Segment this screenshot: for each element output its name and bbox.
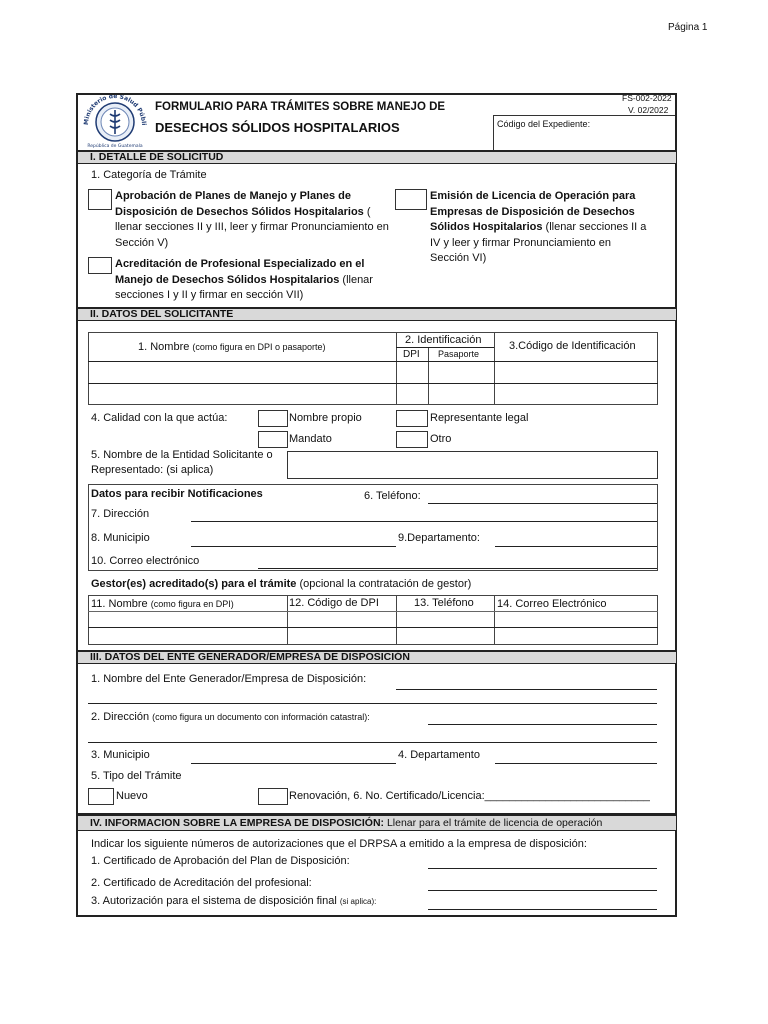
logo-ring-text: Ministerio de Salud Públi — [82, 95, 148, 126]
correo-line[interactable] — [258, 568, 657, 569]
direccion-label: 7. Dirección — [91, 508, 150, 520]
expediente-box[interactable] — [493, 115, 675, 150]
form-version: V. 02/2022 — [628, 105, 669, 115]
gcol-telefono: 13. Teléfono — [414, 597, 474, 609]
mandato-checkbox[interactable] — [258, 431, 288, 448]
gestor-title: Gestor(es) acreditado(s) para el trámite (opcional la contratación de gestor) — [91, 578, 472, 590]
entidad-label-1: 5. Nombre de la Entidad Solicitante o — [91, 449, 273, 461]
otro-label: Otro — [430, 433, 452, 445]
auth-item-3-line[interactable] — [428, 909, 657, 910]
correo-label: 10. Correo electrónico — [91, 555, 200, 567]
gcol-dpi: 12. Código de DPI — [289, 597, 379, 609]
expediente-label: Código del Expediente: — [497, 119, 591, 129]
nombre-propio-checkbox[interactable] — [258, 410, 288, 427]
section4-intro: Indicar los siguiente números de autorizaciones que el DRPSA a emitido a la empresa de disposición: — [91, 838, 587, 850]
col-pasaporte: Pasaporte — [438, 349, 480, 359]
ente-direccion-line[interactable] — [428, 724, 657, 725]
col-identificacion: 2. Identificación — [405, 334, 482, 346]
ente-municipio-line[interactable] — [191, 763, 396, 764]
notificaciones-title: Datos para recibir Notificaciones — [91, 488, 263, 500]
telefono-label: 6. Teléfono: — [364, 490, 421, 502]
municipio-label: 8. Municipio — [91, 532, 150, 544]
auth-item-3: 3. Autorización para el sistema de disposición final (si aplica): — [91, 895, 377, 907]
section2-header: II. DATOS DEL SOLICITANTE — [78, 307, 676, 321]
emision-checkbox[interactable] — [395, 189, 427, 210]
logo — [80, 95, 150, 149]
departamento-line[interactable] — [495, 546, 657, 547]
renovacion-checkbox[interactable] — [258, 788, 288, 805]
ente-direccion-label: 2. Dirección (como figura un documento con información catastral): — [91, 711, 370, 723]
logo-bottom-text: República de Guatemala — [87, 144, 143, 149]
gcol-nombre: 11. Nombre (como figura en DPI) — [91, 598, 234, 610]
solicitante-nombre-cell-1[interactable] — [89, 362, 395, 382]
ente-nombre-line-2[interactable] — [88, 703, 657, 704]
ente-departamento-label: 4. Departamento — [398, 749, 480, 761]
telefono-line[interactable] — [428, 503, 657, 504]
auth-item-1-line[interactable] — [428, 868, 657, 869]
ente-direccion-line-2[interactable] — [88, 742, 657, 743]
nuevo-checkbox[interactable] — [88, 788, 114, 805]
ente-nombre-label: 1. Nombre del Ente Generador/Empresa de Disposición: — [91, 673, 367, 685]
renovacion-label: Renovación, 6. No. Certificado/Licencia:___________________________ — [289, 790, 650, 802]
acreditacion-checkbox[interactable] — [88, 257, 112, 274]
representante-label: Representante legal — [430, 412, 529, 424]
opt-emision-text: Emisión de Licencia de Operación para Empresas de Disposición de Desechos Sólidos Hospitalarios (llenar secciones II a IV y leer y firmar Pronunciamiento en Sección VI) — [430, 190, 647, 264]
aprobacion-checkbox[interactable] — [88, 189, 112, 210]
categoria-label: 1. Categoría de Trámite — [91, 169, 207, 181]
opt-aprobacion-text: Aprobación de Planes de Manejo y Planes de Disposición de Desechos Sólidos Hospitalarios ( llenar secciones II y III, leer y firmar Pronunciamiento en Sección V) — [115, 190, 389, 249]
tipo-tramite-label: 5. Tipo del Trámite — [91, 770, 182, 782]
col-codigo: 3.Código de Identificación — [509, 340, 636, 352]
auth-item-2-line[interactable] — [428, 890, 657, 891]
form-title-line2: DESECHOS SÓLIDOS HOSPITALARIOS — [155, 120, 400, 135]
auth-item-2: 2. Certificado de Acreditación del profesional: — [91, 877, 312, 889]
section3-header: III. DATOS DEL ENTE GENERADOR/EMPRESA DE DISPOSICIÓN — [78, 650, 676, 664]
section4-header: IV. INFORMACION SOBRE LA EMPRESA DE DISPOSICIÓN: Llenar para el trámite de licencia de operación — [78, 813, 676, 831]
calidad-label: 4. Calidad con la que actúa: — [91, 412, 228, 424]
form-code: FS-002-2022 — [622, 93, 672, 103]
col-nombre: 1. Nombre (como figura en DPI o pasaporte) — [138, 341, 326, 353]
representante-checkbox[interactable] — [396, 410, 428, 427]
entidad-label-2: Representado: (si aplica) — [91, 464, 214, 476]
opt-acreditacion-text: Acreditación de Profesional Especializado en el Manejo de Desechos Sólidos Hospitalarios (llenar secciones I y II y firmar en sección VII) — [115, 258, 373, 301]
nombre-propio-label: Nombre propio — [289, 412, 362, 424]
form-title-line1: FORMULARIO PARA TRÁMITES SOBRE MANEJO DE — [155, 101, 446, 113]
page-number: Página 1 — [668, 22, 708, 33]
ente-departamento-line[interactable] — [495, 763, 657, 764]
municipio-line[interactable] — [191, 546, 396, 547]
col-dpi: DPI — [403, 349, 420, 360]
section1-header: I. DETALLE DE SOLICITUD — [78, 150, 676, 164]
entidad-input[interactable] — [287, 451, 658, 479]
ente-municipio-label: 3. Municipio — [91, 749, 150, 761]
solicitante-nombre-cell-2[interactable] — [89, 384, 395, 404]
mandato-label: Mandato — [289, 433, 332, 445]
auth-item-1: 1. Certificado de Aprobación del Plan de Disposición: — [91, 855, 350, 867]
gcol-correo: 14. Correo Electrónico — [497, 598, 607, 610]
departamento-label: 9.Departamento: — [398, 532, 480, 544]
nuevo-label: Nuevo — [116, 790, 148, 802]
direccion-line[interactable] — [191, 521, 657, 522]
ente-nombre-line[interactable] — [396, 689, 657, 690]
otro-checkbox[interactable] — [396, 431, 428, 448]
